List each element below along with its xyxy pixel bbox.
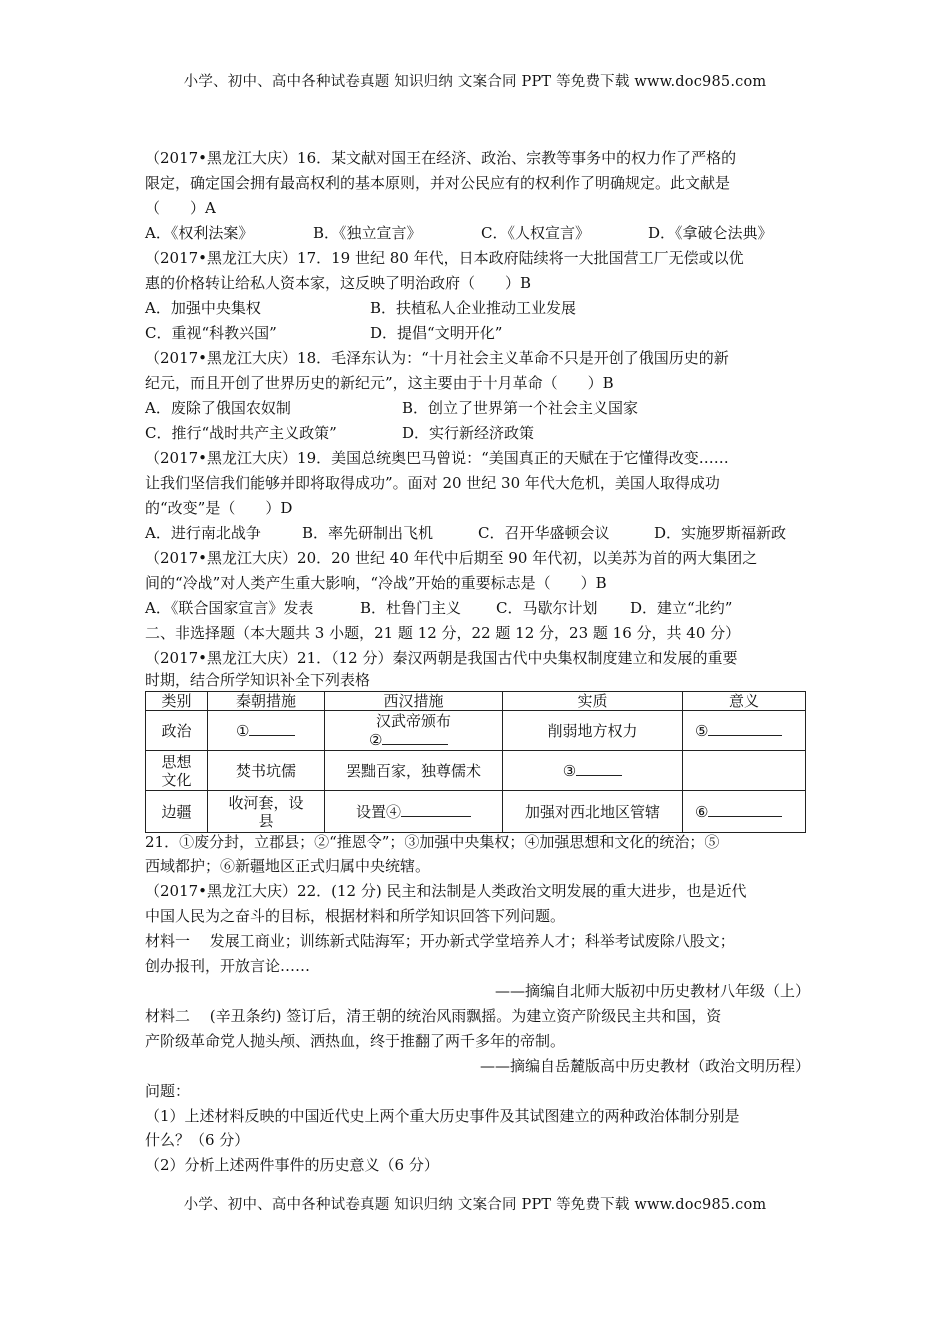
table-header-qin: 秦朝措施 [208, 692, 325, 711]
q21-answer-line2: 西域都护；⑥新疆地区正式归属中央统辖。 [145, 857, 431, 875]
q16-line1: （2017•黑龙江大庆）16．某文献对国王在经济、政治、宗教等事务中的权力作了严格的 [145, 149, 737, 167]
row-frontier-essence: 加强对西北地区管辖 [503, 791, 683, 833]
section-2-title: 二、非选择题（本大题共 3 小题，21 题 12 分，22 题 12 分，23 题 16 分，共 40 分） [145, 624, 741, 642]
blank-6 [708, 802, 782, 817]
q17-option-d: D．提倡“文明开化” [370, 324, 503, 342]
q20-line2: 间的“冷战”对人类产生重大影响，“冷战”开始的重要标志是（ ）B [145, 574, 607, 592]
q19-option-c: C．召开华盛顿会议 [478, 524, 610, 542]
table-header-essence: 实质 [503, 692, 683, 711]
q18-option-b: B．创立了世界第一个社会主义国家 [402, 399, 639, 417]
row-politics-meaning: ⑤ [683, 711, 806, 751]
row-culture-essence: ③ [503, 751, 683, 791]
material-1-line2: 创办报刊，开放言论…… [145, 957, 311, 975]
q16-line3: （ ）A [145, 199, 216, 217]
q16-option-a: A．《权利法案》 [145, 224, 254, 242]
question-label: 问题： [145, 1082, 191, 1100]
blank-4 [401, 802, 471, 817]
q18-option-c: C．推行“战时共产主义政策” [145, 424, 337, 442]
row-culture-category: 思想 文化 [146, 751, 208, 791]
q22-line1: （2017•黑龙江大庆）22．(12 分) 民主和法制是人类政治文明发展的重大进步，也是近代 [145, 882, 747, 900]
table-header-meaning: 意义 [683, 692, 806, 711]
q21-line1: （2017•黑龙江大庆）21．（12 分）秦汉两朝是我国古代中央集权制度建立和发展的重要 [145, 649, 738, 667]
row-politics-qin: ① [208, 711, 325, 751]
q18-line1: （2017•黑龙江大庆）18．毛泽东认为：“十月社会主义革命不只是开创了俄国历史的新 [145, 349, 729, 367]
blank-2 [382, 730, 448, 745]
row-politics-essence: 削弱地方权力 [503, 711, 683, 751]
q16-option-c: C．《人权宣言》 [481, 224, 590, 242]
q19-line2: 让我们坚信我们能够并即将取得成功”。面对 20 世纪 30 年代大危机，美国人取得成功 [145, 474, 720, 492]
q20-option-c: C．马歇尔计划 [496, 599, 598, 617]
material-2-source: ——摘编自岳麓版高中历史教材（政治文明历程） [479, 1057, 810, 1075]
material-2-line2: 产阶级革命党人抛头颅、洒热血，终于推翻了两千多年的帝制。 [145, 1032, 566, 1050]
blank-1 [249, 721, 295, 736]
q16-option-b: B．《独立宣言》 [313, 224, 422, 242]
q19-option-b: B．率先研制出飞机 [302, 524, 434, 542]
q22-part1-line2: 什么？（6 分） [145, 1131, 250, 1149]
table-header-category: 类别 [146, 692, 208, 711]
q20-option-b: B．杜鲁门主义 [360, 599, 462, 617]
row-culture-meaning [683, 751, 806, 791]
q20-line1: （2017•黑龙江大庆）20．20 世纪 40 年代中后期至 90 年代初，以美苏为首的两大集团之 [145, 549, 758, 567]
q19-line3: 的“改变”是（ ）D [145, 499, 293, 517]
blank-5 [708, 721, 782, 736]
q16-option-d: D．《拿破仑法典》 [648, 224, 773, 242]
q19-line1: （2017•黑龙江大庆）19．美国总统奥巴马曾说：“美国真正的天赋在于它懂得改变…… [145, 449, 729, 467]
q18-option-a: A．废除了俄国农奴制 [145, 399, 291, 417]
blank-3 [576, 761, 622, 776]
q16-line2: 限定，确定国会拥有最高权利的基本原则，并对公民应有的权利作了明确规定。此文献是 [145, 174, 731, 192]
q17-option-a: A．加强中央集权 [145, 299, 261, 317]
row-culture-qin: 焚书坑儒 [208, 751, 325, 791]
material-1-source: ——摘编自北师大版初中历史教材八年级（上） [494, 982, 810, 1000]
row-frontier-qin: 收河套，设 县 [208, 791, 325, 833]
q21-table [145, 691, 806, 833]
q22-part1-line1: （1）上述材料反映的中国近代史上两个重大历史事件及其试图建立的两种政治体制分别是 [145, 1107, 740, 1125]
q22-line2: 中国人民为之奋斗的目标，根据材料和所学知识回答下列问题。 [145, 907, 566, 925]
row-politics-han: 汉武帝颁布 ② [325, 711, 503, 751]
row-frontier-meaning: ⑥ [683, 791, 806, 833]
page-footer: 小学、初中、高中各种试卷真题 知识归纳 文案合同 PPT 等免费下载 www.doc985.com [183, 1197, 767, 1213]
q21-line2: 时期，结合所学知识补全下列表格 [145, 671, 371, 689]
material-1-line1: 材料一 发展工商业；训练新式陆海军；开办新式学堂培养人才；科举考试废除八股文； [145, 932, 735, 950]
q21-answer-line1: 21．①废分封，立郡县；②“推恩令”；③加强中央集权；④加强思想和文化的统治；⑤ [145, 833, 720, 851]
q19-option-d: D．实施罗斯福新政 [654, 524, 787, 542]
q18-option-d: D．实行新经济政策 [402, 424, 535, 442]
q18-line2: 纪元，而且开创了世界历史的新纪元”，这主要由于十月革命（ ）B [145, 374, 614, 392]
q17-line2: 惠的价格转让给私人资本家，这反映了明治政府（ ）B [145, 274, 532, 292]
material-2-line1: 材料二 (辛丑条约) 签订后，清王朝的统治风雨飘摇。为建立资产阶级民主共和国，资 [145, 1007, 722, 1025]
q22-part2: （2）分析上述两件事件的历史意义（6 分） [145, 1156, 439, 1174]
q17-option-c: C．重视“科教兴国” [145, 324, 277, 342]
row-culture-han: 罢黜百家，独尊儒术 [325, 751, 503, 791]
table-header-han: 西汉措施 [325, 692, 503, 711]
row-frontier-han: 设置④ [325, 791, 503, 833]
q17-option-b: B．扶植私人企业推动工业发展 [370, 299, 577, 317]
q17-line1: （2017•黑龙江大庆）17．19 世纪 80 年代，日本政府陆续将一大批国营工厂无偿或以优 [145, 249, 744, 267]
row-politics-category: 政治 [146, 711, 208, 751]
q20-option-d: D．建立“北约” [630, 599, 733, 617]
q20-option-a: A．《联合国家宣言》发表 [145, 599, 314, 617]
row-frontier-category: 边疆 [146, 791, 208, 833]
page-header: 小学、初中、高中各种试卷真题 知识归纳 文案合同 PPT 等免费下载 www.doc985.com [183, 74, 767, 90]
q19-option-a: A．进行南北战争 [145, 524, 261, 542]
